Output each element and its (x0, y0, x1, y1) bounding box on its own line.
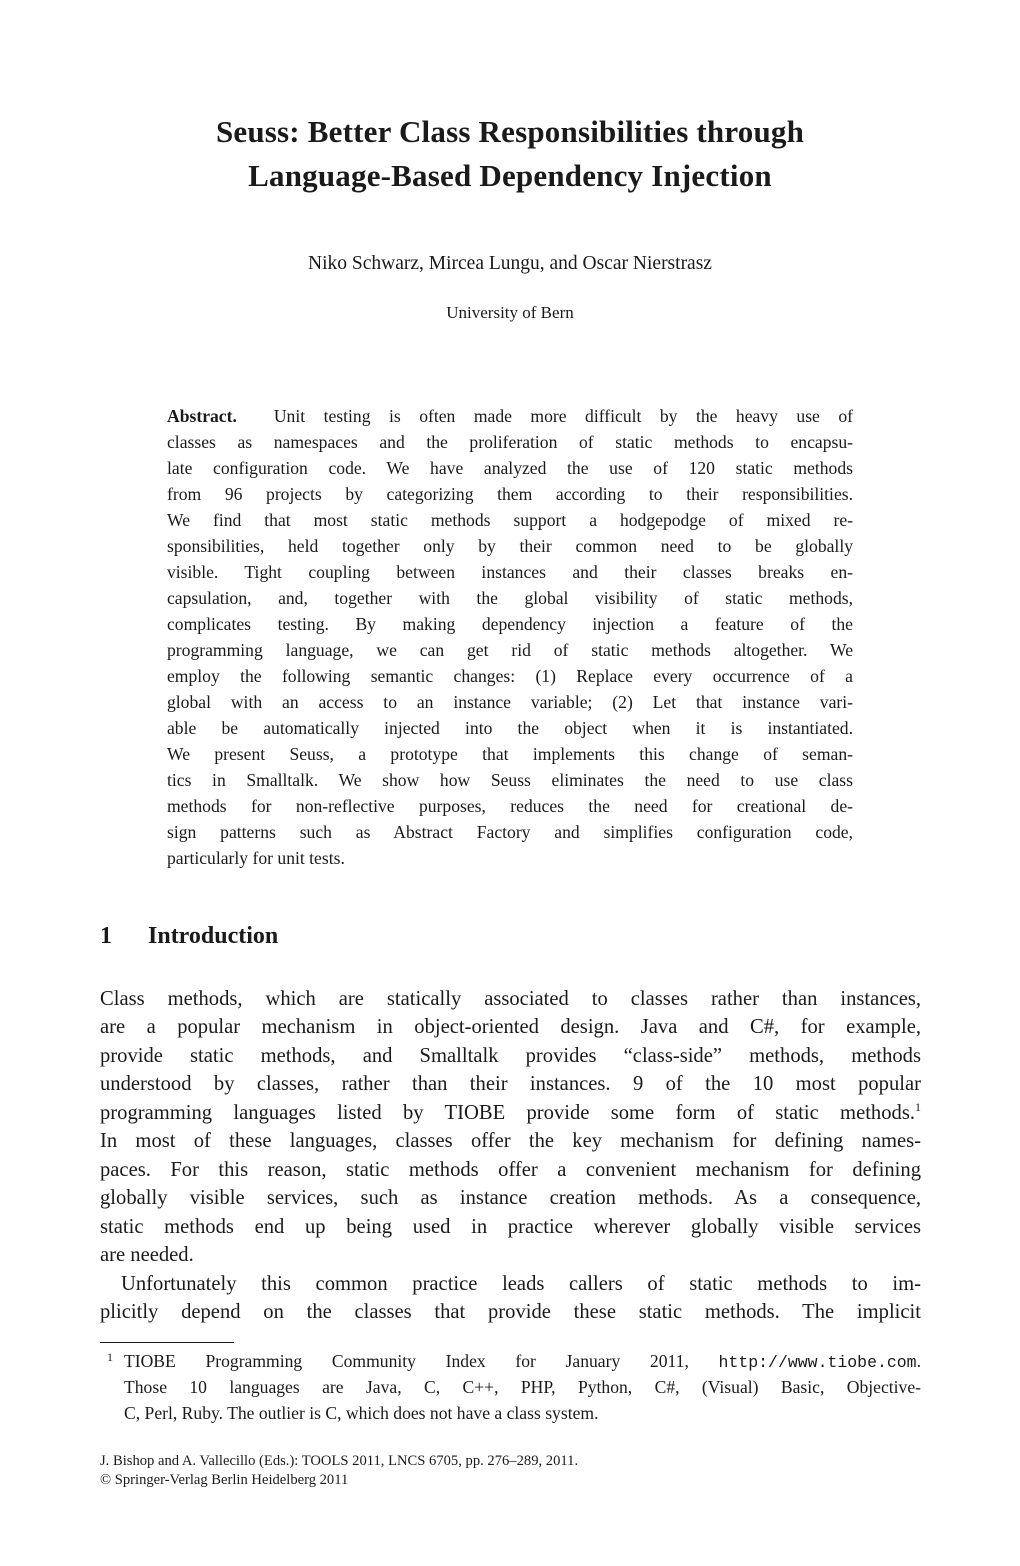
abstract-line: sign patterns such as Abstract Factory and simplifies configuration code, (167, 822, 853, 842)
section-heading (100, 923, 278, 950)
body-line: Unfortunately this common practice leads callers of static methods to im- (121, 1273, 921, 1295)
abstract-line: late configuration code. We have analyzed the use of 120 static methods (167, 458, 853, 478)
abstract-line: complicates testing. By making dependency injection a feature of the (167, 614, 853, 634)
body-line: plicitly depend on the classes that provide these static methods. The implicit (100, 1301, 921, 1323)
abstract-line: capsulation, and, together with the global visibility of static methods, (167, 588, 853, 608)
abstract-line: methods for non-reflective purposes, reduces the need for creational de- (167, 796, 853, 816)
footnote-line: Those 10 languages are Java, C, C++, PHP, Python, C#, (Visual) Basic, Objective- (124, 1377, 921, 1397)
body-line: are a popular mechanism in object-oriented design. Java and C#, for example, (100, 1016, 921, 1038)
abstract-line: employ the following semantic changes: (1) Replace every occurrence of a (167, 666, 853, 686)
footnote-marker[interactable]: 1 (915, 1100, 921, 1114)
abstract-line: We find that most static methods support a hodgepodge of mixed re- (167, 510, 853, 530)
abstract-line: classes as namespaces and the proliferation of static methods to encapsu- (167, 432, 853, 452)
body-line: provide static methods, and Smalltalk provides “class-side” methods, methods (100, 1045, 921, 1067)
citation-line-1: J. Bishop and A. Vallecillo (Eds.): TOOLS 2011, LNCS 6705, pp. 276–289, 2011. (100, 1453, 579, 1469)
section-number: 1 (100, 923, 112, 949)
abstract-line: We present Seuss, a prototype that implements this change of seman- (167, 744, 853, 764)
abstract-line: from 96 projects by categorizing them according to their responsibilities. (167, 484, 853, 504)
abstract-line: able be automatically injected into the object when it is instantiated. (167, 718, 853, 738)
abstract-line: tics in Smalltalk. We show how Seuss eliminates the need to use class (167, 770, 853, 790)
abstract-line: visible. Tight coupling between instances and their classes breaks en- (167, 562, 853, 582)
footnote-rule (100, 1342, 234, 1343)
body-line: Class methods, which are statically associated to classes rather than instances, (100, 988, 921, 1010)
body-line: programming languages listed by TIOBE provide some form of static methods.$^1$ (100, 1100, 921, 1124)
footnote-number: 1 (107, 1350, 113, 1364)
abstract-line: particularly for unit tests. (167, 848, 345, 868)
body-line: are needed. (100, 1244, 194, 1266)
abstract-line: sponsibilities, held together only by their common need to be globally (167, 536, 853, 556)
author-list: Niko Schwarz, Mircea Lungu, and Oscar Nierstrasz (308, 253, 712, 274)
footnote-line: TIOBE Programming Community Index for January 2011, http://www.tiobe.com. (124, 1351, 921, 1372)
body-line: static methods end up being used in practice wherever globally visible services (100, 1216, 921, 1238)
footnote-url-link[interactable]: http://www.tiobe.com (718, 1353, 917, 1372)
abstract-label: Abstract. (167, 406, 237, 426)
copyright-line: © Springer-Verlag Berlin Heidelberg 2011 (100, 1472, 349, 1488)
affiliation: University of Bern (446, 303, 574, 322)
body-line: paces. For this reason, static methods offer a convenient mechanism for defining (100, 1159, 921, 1181)
body-line: In most of these languages, classes offer the key mechanism for defining names- (100, 1130, 921, 1152)
paper-title-line-1: Seuss: Better Class Responsibilities through (215, 114, 805, 149)
body-line: globally visible services, such as instance creation methods. As a consequence, (100, 1187, 921, 1209)
body-line: understood by classes, rather than their instances. 9 of the 10 most popular (100, 1073, 921, 1095)
paper-title-line-2: Language-Based Dependency Injection (248, 158, 772, 193)
section-title: Introduction (148, 923, 279, 949)
abstract-line: Abstract. Unit testing is often made more difficult by the heavy use of (167, 406, 853, 426)
abstract-line: global with an access to an instance variable; (2) Let that instance vari- (167, 692, 853, 712)
abstract-line: programming language, we can get rid of static methods altogether. We (167, 640, 853, 660)
footnote-line: C, Perl, Ruby. The outlier is C, which does not have a class system. (124, 1403, 599, 1423)
